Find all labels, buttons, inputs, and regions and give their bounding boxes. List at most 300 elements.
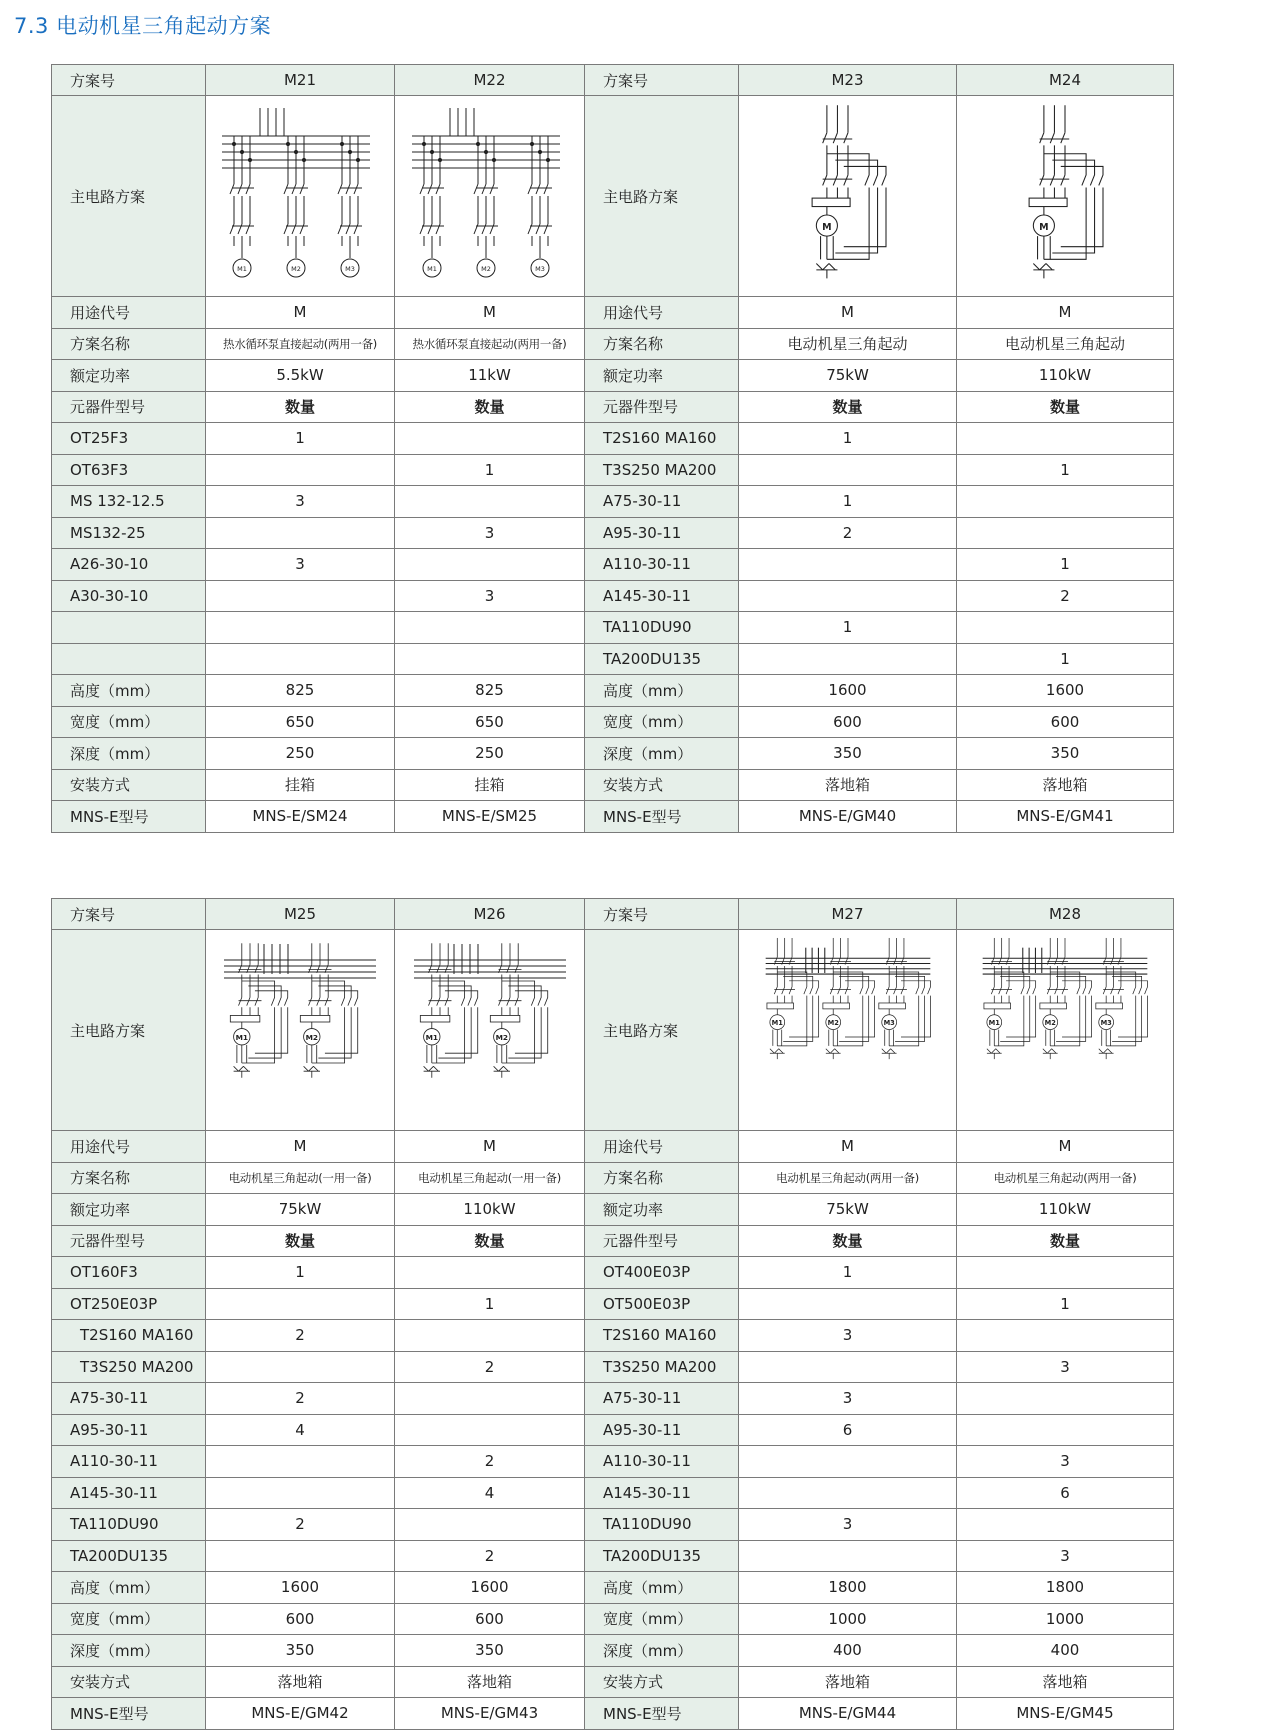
table-row	[52, 1572, 1174, 1604]
scheme-number: M28	[957, 899, 1174, 930]
circuit-diagram-cell	[395, 96, 585, 297]
row-value	[206, 1540, 395, 1572]
row-label: 深度（mm）	[52, 738, 206, 770]
row-value: 110kW	[957, 360, 1174, 392]
row-value: 2	[395, 1351, 585, 1383]
row-value: 11kW	[395, 360, 585, 392]
row-value: 落地箱	[739, 769, 957, 801]
row-value	[395, 612, 585, 644]
table-row	[52, 706, 1174, 738]
table-row	[52, 360, 1174, 392]
row-label: MNS-E型号	[585, 801, 739, 833]
row-label: OT63F3	[52, 454, 206, 486]
row-label: A110-30-11	[585, 1446, 739, 1478]
circuit-diagram-cell	[739, 930, 957, 1131]
motor-label: M2	[827, 1019, 839, 1028]
row-label: 宽度（mm）	[585, 706, 739, 738]
row-value: 数量	[739, 1225, 957, 1257]
row-value: 3	[395, 517, 585, 549]
circuit-diagram-cell	[395, 930, 585, 1131]
row-value	[739, 1540, 957, 1572]
motor-label: M1	[425, 1033, 438, 1043]
row-value: 2	[206, 1320, 395, 1352]
row-label: A95-30-11	[585, 517, 739, 549]
motor-label: M2	[1044, 1019, 1056, 1028]
circuit-diagram-cell	[957, 96, 1174, 297]
row-label: A145-30-11	[52, 1477, 206, 1509]
row-label: 元器件型号	[52, 1225, 206, 1257]
scheme-number: M25	[206, 899, 395, 930]
row-value: 1600	[206, 1572, 395, 1604]
row-value	[739, 454, 957, 486]
row-value: MNS-E/GM40	[739, 801, 957, 833]
main-circuit-label: 主电路方案	[585, 96, 739, 297]
row-label: 额定功率	[585, 1194, 739, 1226]
row-label: 高度（mm）	[585, 1572, 739, 1604]
row-value: 650	[395, 706, 585, 738]
row-label: A95-30-11	[585, 1414, 739, 1446]
row-value	[206, 643, 395, 675]
table-row	[52, 1540, 1174, 1572]
row-value	[957, 1320, 1174, 1352]
row-label: 深度（mm）	[585, 738, 739, 770]
row-value: 落地箱	[739, 1666, 957, 1698]
circuit-diagram-cell	[206, 930, 395, 1131]
row-value: 650	[206, 706, 395, 738]
row-label: 安装方式	[52, 1666, 206, 1698]
table-row	[52, 454, 1174, 486]
row-label: 深度（mm）	[52, 1635, 206, 1667]
motor-label: M	[1039, 221, 1049, 233]
table-row	[52, 1477, 1174, 1509]
row-value: 1	[739, 612, 957, 644]
row-value	[739, 1351, 957, 1383]
row-label: T2S160 MA160	[585, 1320, 739, 1352]
scheme-number: M21	[206, 65, 395, 96]
scheme-number-label: 方案号	[52, 65, 206, 96]
motor-label: M1	[426, 265, 437, 273]
row-value: 数量	[206, 1225, 395, 1257]
table-row	[52, 1288, 1174, 1320]
main-circuit-label: 主电路方案	[52, 96, 206, 297]
row-value: 6	[739, 1414, 957, 1446]
scheme-number: M23	[739, 65, 957, 96]
row-value	[395, 486, 585, 518]
row-label: OT25F3	[52, 423, 206, 455]
row-value: 75kW	[739, 360, 957, 392]
row-value: 6	[957, 1477, 1174, 1509]
row-value: 挂箱	[206, 769, 395, 801]
scheme-table-m21-m24	[51, 64, 1174, 833]
row-value: 挂箱	[395, 769, 585, 801]
row-label: 用途代号	[52, 297, 206, 329]
row-value: 75kW	[206, 1194, 395, 1226]
row-value: 2	[206, 1509, 395, 1541]
row-label: 安装方式	[52, 769, 206, 801]
row-value	[206, 612, 395, 644]
row-label: A75-30-11	[585, 1383, 739, 1415]
row-value: MNS-E/SM25	[395, 801, 585, 833]
row-value: 数量	[739, 391, 957, 423]
row-value: 1800	[957, 1572, 1174, 1604]
row-value	[957, 1257, 1174, 1289]
motor-label: M2	[305, 1033, 319, 1043]
row-value: 600	[206, 1603, 395, 1635]
row-label: MS132-25	[52, 517, 206, 549]
row-value: 1600	[395, 1572, 585, 1604]
row-label: 元器件型号	[585, 1225, 739, 1257]
row-label: T3S250 MA200	[585, 454, 739, 486]
scheme-number-label: 方案号	[52, 899, 206, 930]
table-row	[52, 1603, 1174, 1635]
motor-label: M3	[1100, 1019, 1112, 1028]
row-value	[739, 1288, 957, 1320]
row-value: 1	[957, 1288, 1174, 1320]
scheme-number: M27	[739, 899, 957, 930]
table-row	[52, 612, 1174, 644]
row-label: TA200DU135	[585, 1540, 739, 1572]
row-label: 额定功率	[52, 360, 206, 392]
row-value	[395, 1509, 585, 1541]
row-label: A145-30-11	[585, 1477, 739, 1509]
row-value: 600	[957, 706, 1174, 738]
row-value	[957, 1414, 1174, 1446]
row-value: 落地箱	[206, 1666, 395, 1698]
table-row	[52, 1698, 1174, 1730]
row-label: MS 132-12.5	[52, 486, 206, 518]
row-label: OT400E03P	[585, 1257, 739, 1289]
table-row	[52, 1162, 1174, 1194]
row-value: 825	[395, 675, 585, 707]
row-value	[206, 1446, 395, 1478]
table-row	[52, 1383, 1174, 1415]
row-value: 数量	[206, 391, 395, 423]
row-label: 用途代号	[585, 1131, 739, 1163]
row-value: 2	[206, 1383, 395, 1415]
row-value: 110kW	[957, 1194, 1174, 1226]
row-value: 3	[957, 1351, 1174, 1383]
row-value: 4	[206, 1414, 395, 1446]
circuit-diagram-cell	[739, 96, 957, 297]
row-label: 方案名称	[585, 328, 739, 360]
row-label: 高度（mm）	[585, 675, 739, 707]
row-value: 1000	[957, 1603, 1174, 1635]
main-circuit-diagram-icon	[758, 935, 938, 1125]
row-value: 电动机星三角起动(两用一备)	[957, 1162, 1174, 1194]
main-circuit-diagram-icon	[975, 935, 1155, 1125]
row-value: 3	[739, 1383, 957, 1415]
main-circuit-diagram-icon	[975, 101, 1155, 291]
row-value: 1000	[739, 1603, 957, 1635]
row-label: 方案名称	[585, 1162, 739, 1194]
row-value	[206, 580, 395, 612]
scheme-number-label: 方案号	[585, 899, 739, 930]
row-value: M	[739, 1131, 957, 1163]
row-label: 深度（mm）	[585, 1635, 739, 1667]
row-value	[395, 423, 585, 455]
row-label: OT500E03P	[585, 1288, 739, 1320]
circuit-diagram-cell	[957, 930, 1174, 1131]
row-value	[957, 486, 1174, 518]
row-value	[395, 1414, 585, 1446]
row-value	[957, 612, 1174, 644]
main-circuit-diagram-icon	[410, 101, 570, 291]
row-value: 电动机星三角起动	[739, 328, 957, 360]
table-row	[52, 423, 1174, 455]
row-value: 350	[395, 1635, 585, 1667]
row-label: 元器件型号	[585, 391, 739, 423]
row-value: 电动机星三角起动(一用一备)	[395, 1162, 585, 1194]
row-label: OT250E03P	[52, 1288, 206, 1320]
row-label: 用途代号	[52, 1131, 206, 1163]
row-value: 1	[206, 1257, 395, 1289]
main-circuit-label: 主电路方案	[52, 930, 206, 1131]
row-value: 数量	[957, 391, 1174, 423]
row-value	[739, 1446, 957, 1478]
row-value	[395, 643, 585, 675]
table-row	[52, 1351, 1174, 1383]
row-value	[739, 549, 957, 581]
row-value	[206, 517, 395, 549]
row-value: M	[739, 297, 957, 329]
row-value	[957, 423, 1174, 455]
table-row	[52, 391, 1174, 423]
scheme-number: M22	[395, 65, 585, 96]
row-value: 2	[395, 1540, 585, 1572]
row-label: A110-30-11	[52, 1446, 206, 1478]
row-value	[957, 1383, 1174, 1415]
header-row	[52, 65, 1174, 96]
row-value: MNS-E/SM24	[206, 801, 395, 833]
row-value: 400	[739, 1635, 957, 1667]
row-label: 宽度（mm）	[585, 1603, 739, 1635]
row-value: 热水循环泵直接起动(两用一备)	[206, 328, 395, 360]
row-label: 宽度（mm）	[52, 1603, 206, 1635]
row-label: A95-30-11	[52, 1414, 206, 1446]
row-value: 4	[395, 1477, 585, 1509]
table-row	[52, 769, 1174, 801]
row-label: TA110DU90	[585, 612, 739, 644]
row-value: 3	[395, 580, 585, 612]
row-value: 热水循环泵直接起动(两用一备)	[395, 328, 585, 360]
main-circuit-diagram-icon	[410, 935, 570, 1125]
scheme-table-m25-m28	[51, 898, 1174, 1730]
table-row	[52, 738, 1174, 770]
row-label: 安装方式	[585, 1666, 739, 1698]
main-circuit-diagram-icon	[220, 101, 380, 291]
row-label: A30-30-10	[52, 580, 206, 612]
motor-label: M	[821, 221, 832, 233]
row-value: 1	[739, 423, 957, 455]
row-value	[206, 454, 395, 486]
row-value: 600	[739, 706, 957, 738]
row-label: A145-30-11	[585, 580, 739, 612]
row-label: T2S160 MA160	[52, 1320, 206, 1352]
row-value: 1	[395, 454, 585, 486]
table-row	[52, 580, 1174, 612]
row-value	[739, 643, 957, 675]
row-value: M	[395, 1131, 585, 1163]
row-label: MNS-E型号	[52, 801, 206, 833]
row-label: TA110DU90	[585, 1509, 739, 1541]
row-value: 400	[957, 1635, 1174, 1667]
row-value: 落地箱	[395, 1666, 585, 1698]
main-circuit-diagram-icon	[220, 935, 380, 1125]
row-value	[395, 1257, 585, 1289]
motor-label: M3	[883, 1019, 895, 1028]
row-value	[395, 1320, 585, 1352]
row-value: 600	[395, 1603, 585, 1635]
row-label: TA200DU135	[52, 1540, 206, 1572]
table-row	[52, 1320, 1174, 1352]
page-title: 7.3 电动机星三角起动方案	[14, 14, 272, 38]
row-value: 1600	[957, 675, 1174, 707]
row-value: 1	[957, 643, 1174, 675]
row-value: 350	[206, 1635, 395, 1667]
row-value: MNS-E/GM45	[957, 1698, 1174, 1730]
row-value: 3	[739, 1509, 957, 1541]
row-value: 2	[957, 580, 1174, 612]
row-value: 1	[739, 1257, 957, 1289]
motor-label: M2	[291, 265, 301, 273]
row-value: 2	[739, 517, 957, 549]
motor-label: M1	[771, 1019, 783, 1028]
circuit-diagram-row	[52, 930, 1174, 1131]
table-row	[52, 1414, 1174, 1446]
row-value: 250	[206, 738, 395, 770]
row-label: MNS-E型号	[52, 1698, 206, 1730]
row-value	[739, 580, 957, 612]
row-value: 3	[957, 1540, 1174, 1572]
table-row	[52, 643, 1174, 675]
row-value: 落地箱	[957, 769, 1174, 801]
row-value: 1	[395, 1288, 585, 1320]
row-value: M	[206, 297, 395, 329]
circuit-diagram-cell	[206, 96, 395, 297]
row-label: 宽度（mm）	[52, 706, 206, 738]
header-row	[52, 899, 1174, 930]
row-label: A26-30-10	[52, 549, 206, 581]
row-label: T3S250 MA200	[52, 1351, 206, 1383]
row-label: 用途代号	[585, 297, 739, 329]
table-row	[52, 517, 1174, 549]
row-value: 3	[739, 1320, 957, 1352]
row-value: 350	[957, 738, 1174, 770]
row-label: TA200DU135	[585, 643, 739, 675]
main-circuit-diagram-icon	[758, 101, 938, 291]
table-row	[52, 1131, 1174, 1163]
row-value: 250	[395, 738, 585, 770]
row-value: 75kW	[739, 1194, 957, 1226]
row-value	[206, 1288, 395, 1320]
row-label: T3S250 MA200	[585, 1351, 739, 1383]
motor-label: M2	[495, 1033, 508, 1043]
row-value: 3	[957, 1446, 1174, 1478]
table-row	[52, 801, 1174, 833]
row-value: M	[206, 1131, 395, 1163]
row-value: 350	[739, 738, 957, 770]
table-row	[52, 1446, 1174, 1478]
row-value: 数量	[395, 391, 585, 423]
row-value: 电动机星三角起动(两用一备)	[739, 1162, 957, 1194]
row-value: M	[957, 297, 1174, 329]
row-value	[739, 1477, 957, 1509]
row-label: 方案名称	[52, 328, 206, 360]
table-row	[52, 1635, 1174, 1667]
motor-label: M1	[235, 1033, 249, 1043]
row-value	[206, 1351, 395, 1383]
row-value: 110kW	[395, 1194, 585, 1226]
row-value: MNS-E/GM43	[395, 1698, 585, 1730]
row-label: A75-30-11	[52, 1383, 206, 1415]
row-value: 5.5kW	[206, 360, 395, 392]
row-value: M	[395, 297, 585, 329]
row-value: 数量	[957, 1225, 1174, 1257]
row-value: 2	[395, 1446, 585, 1478]
row-value: 1600	[739, 675, 957, 707]
row-value: MNS-E/GM42	[206, 1698, 395, 1730]
row-value: 825	[206, 675, 395, 707]
row-label: 额定功率	[585, 360, 739, 392]
row-label: A75-30-11	[585, 486, 739, 518]
row-label: 安装方式	[585, 769, 739, 801]
motor-label: M3	[345, 265, 355, 273]
table-row	[52, 549, 1174, 581]
row-value	[957, 517, 1174, 549]
motor-label: M2	[480, 265, 491, 273]
table-row	[52, 1257, 1174, 1289]
motor-label: M3	[534, 265, 545, 273]
row-value	[957, 1509, 1174, 1541]
row-value: 1	[957, 549, 1174, 581]
row-value: 电动机星三角起动(一用一备)	[206, 1162, 395, 1194]
row-label: 元器件型号	[52, 391, 206, 423]
row-label: MNS-E型号	[585, 1698, 739, 1730]
table-row	[52, 297, 1174, 329]
row-value: MNS-E/GM44	[739, 1698, 957, 1730]
row-label: 额定功率	[52, 1194, 206, 1226]
row-label: 方案名称	[52, 1162, 206, 1194]
row-value: MNS-E/GM41	[957, 801, 1174, 833]
motor-label: M1	[988, 1019, 1000, 1028]
row-label: OT160F3	[52, 1257, 206, 1289]
row-label	[52, 643, 206, 675]
table-row	[52, 1225, 1174, 1257]
row-value	[395, 1383, 585, 1415]
motor-label: M1	[237, 265, 247, 273]
row-value: M	[957, 1131, 1174, 1163]
circuit-diagram-row	[52, 96, 1174, 297]
table-row	[52, 675, 1174, 707]
scheme-number: M26	[395, 899, 585, 930]
row-value: 数量	[395, 1225, 585, 1257]
row-value: 3	[206, 549, 395, 581]
row-value: 1	[739, 486, 957, 518]
scheme-number-label: 方案号	[585, 65, 739, 96]
row-label: TA110DU90	[52, 1509, 206, 1541]
table-row	[52, 486, 1174, 518]
table-row	[52, 1666, 1174, 1698]
row-value: 1	[206, 423, 395, 455]
row-value	[395, 549, 585, 581]
row-label: 高度（mm）	[52, 675, 206, 707]
table-row	[52, 328, 1174, 360]
row-value	[206, 1477, 395, 1509]
table-row	[52, 1194, 1174, 1226]
row-value: 1800	[739, 1572, 957, 1604]
row-value: 3	[206, 486, 395, 518]
row-value: 1	[957, 454, 1174, 486]
